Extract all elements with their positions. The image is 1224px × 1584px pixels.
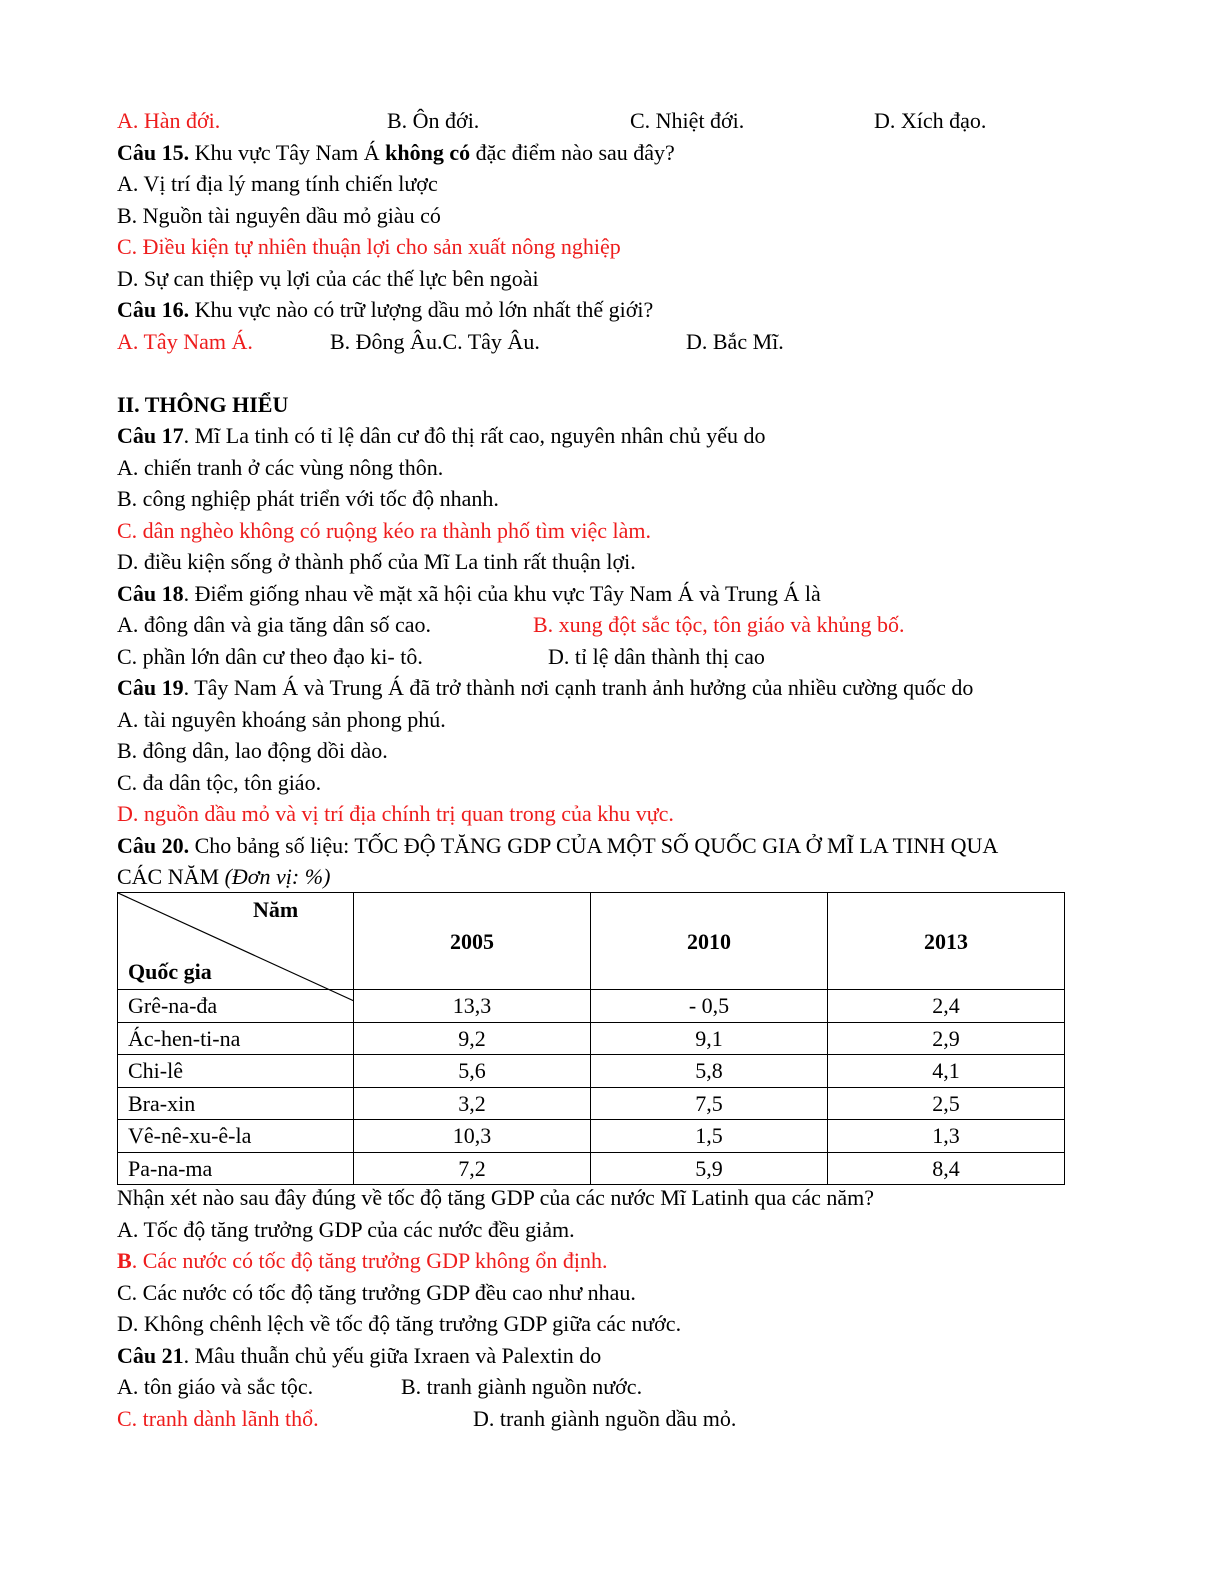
q16-stem-text: Khu vực nào có trữ lượng dầu mỏ lớn nhất thế giới? — [189, 297, 654, 322]
q18-option-c: C. phần lớn dân cư theo đạo ki- tô. — [117, 643, 423, 669]
table-cell-value: 5,6 — [354, 1055, 591, 1088]
q15-option-c: C. Điều kiện tự nhiên thuận lợi cho sản xuất nông nghiệp — [117, 234, 621, 259]
q19-option-c: C. đa dân tộc, tôn giáo. — [117, 769, 322, 795]
q20-stem-text-2: CÁC NĂM — [117, 864, 225, 889]
q18-answer-row-1 — [117, 609, 1097, 641]
table-cell-value: 5,9 — [591, 1152, 828, 1185]
q15-stem-text-2: đặc điểm nào sau đây? — [470, 139, 675, 165]
q19-stem-text: . Tây Nam Á và Trung Á đã trở thành nơi cạnh tranh ảnh hưởng của nhiều cường quốc do — [183, 675, 974, 700]
q17-option-a: A. chiến tranh ở các vùng nông thôn. — [117, 454, 444, 480]
table-cell-country: Grê-na-đa — [118, 990, 354, 1023]
q20-stem-line-2 — [117, 861, 1097, 893]
q14-answer-row — [117, 105, 1097, 137]
q19-option-a: A. tài nguyên khoáng sản phong phú. — [117, 706, 446, 732]
q20-option-b-text: . Các nước có tốc độ tăng trưởng GDP không ổn định. — [131, 1248, 608, 1273]
q17-stem-text: . Mĩ La tinh có tỉ lệ dân cư đô thị rất cao, nguyên nhân chủ yếu do — [183, 423, 766, 448]
table-row — [118, 1087, 1065, 1120]
q18-answer-row-2 — [117, 641, 1097, 673]
q20-unit: (Đơn vị: %) — [224, 864, 331, 889]
q18-stem — [117, 578, 1097, 610]
q21-answer-row-1 — [117, 1371, 1097, 1403]
table-header-year: 2005 — [354, 893, 591, 990]
table-cell-country: Ác-hen-ti-na — [118, 1022, 354, 1055]
table-cell-value: 13,3 — [354, 990, 591, 1023]
corner-diagonal-line — [118, 893, 354, 1003]
q17-option-d: D. điều kiện sống ở thành phố của Mĩ La tinh rất thuận lợi. — [117, 549, 636, 574]
q20-stem-text-1: Cho bảng số liệu: TỐC ĐỘ TĂNG GDP CỦA MỘT SỐ QUỐC GIA Ở MĨ LA TINH QUA — [189, 832, 999, 858]
q14-option-a: A. Hàn đới. — [117, 108, 221, 133]
table-header-year: 2010 — [591, 893, 828, 990]
q16-option-bc: B. Đông Âu.C. Tây Âu. — [330, 328, 540, 354]
table-row — [118, 1152, 1065, 1185]
table-cell-value: - 0,5 — [591, 990, 828, 1023]
q16-number: Câu 16. — [117, 297, 190, 322]
table-cell-value: 5,8 — [591, 1055, 828, 1088]
q20-stem-line-1 — [117, 830, 1097, 862]
q20-option-d: D. Không chênh lệch về tốc độ tăng trưởng GDP giữa các nước. — [117, 1311, 682, 1336]
table-cell-value: 7,2 — [354, 1152, 591, 1185]
q16-option-d: D. Bắc Mĩ. — [686, 328, 784, 354]
table-cell-value: 8,4 — [828, 1152, 1065, 1185]
q17-option-b: B. công nghiệp phát triển với tốc độ nhanh. — [117, 486, 499, 511]
gdp-growth-table — [117, 892, 1065, 1185]
q15-option-a: A. Vị trí địa lý mang tính chiến lược — [117, 171, 438, 196]
q20-number: Câu 20. — [117, 832, 190, 858]
q16-stem — [117, 294, 1097, 326]
q15-stem-emphasis: không có — [385, 139, 471, 165]
table-row — [118, 1022, 1065, 1055]
q16-answer-row — [117, 326, 1097, 358]
table-cell-value: 2,9 — [828, 1022, 1065, 1055]
q17-stem — [117, 420, 1097, 452]
q20-option-a: A. Tốc độ tăng trưởng GDP của các nước đều giảm. — [117, 1216, 575, 1242]
table-cell-country: Vê-nê-xu-ê-la — [118, 1120, 354, 1153]
q20-question: Nhận xét nào sau đây đúng về tốc độ tăng GDP của các nước Mĩ Latinh qua các năm? — [117, 1185, 875, 1210]
table-cell-country: Pa-na-ma — [118, 1152, 354, 1185]
corner-label-year: Năm — [253, 897, 299, 922]
q21-option-d: D. tranh giành nguồn dầu mỏ. — [473, 1405, 737, 1431]
table-header-year: 2013 — [828, 893, 1065, 990]
q19-option-b: B. đông dân, lao động dồi dào. — [117, 738, 388, 763]
table-cell-value: 4,1 — [828, 1055, 1065, 1088]
q21-option-b: B. tranh giành nguồn nước. — [401, 1374, 643, 1399]
table-cell-value: 3,2 — [354, 1087, 591, 1120]
q21-option-c: C. tranh dành lãnh thổ. — [117, 1405, 319, 1431]
q15-stem — [117, 137, 1097, 169]
q20-option-b-letter: B — [117, 1248, 132, 1273]
q21-option-a: A. tôn giáo và sắc tộc. — [117, 1374, 314, 1399]
table-cell-value: 2,5 — [828, 1087, 1065, 1120]
table-cell-country: Bra-xin — [118, 1087, 354, 1120]
table-corner-cell — [118, 893, 354, 990]
table-cell-value: 1,3 — [828, 1120, 1065, 1153]
table-cell-value: 10,3 — [354, 1120, 591, 1153]
q16-option-a: A. Tây Nam Á. — [117, 328, 253, 354]
table-cell-value: 1,5 — [591, 1120, 828, 1153]
table-cell-value: 9,2 — [354, 1022, 591, 1055]
quiz-page — [117, 105, 1097, 893]
q20-option-c: C. Các nước có tốc độ tăng trưởng GDP đều cao như nhau. — [117, 1279, 636, 1305]
q19-stem — [117, 672, 1097, 704]
q18-number: Câu 18 — [117, 580, 184, 606]
section-heading-text: II. THÔNG HIỂU — [117, 391, 289, 417]
table-row — [118, 1120, 1065, 1153]
q15-number: Câu 15. — [117, 139, 190, 165]
q19-number: Câu 19 — [117, 675, 184, 700]
table-cell-value: 9,1 — [591, 1022, 828, 1055]
q19-option-d: D. nguồn dầu mỏ và vị trí địa chính trị quan trong của khu vực. — [117, 801, 674, 826]
section-heading — [117, 389, 1097, 421]
q21-answer-row-2 — [117, 1403, 1097, 1435]
table-row — [118, 1055, 1065, 1088]
q18-option-b: B. xung đột sắc tộc, tôn giáo và khủng bố. — [533, 612, 905, 637]
q18-option-d: D. tỉ lệ dân thành thị cao — [548, 643, 765, 669]
q18-stem-text: . Điểm giống nhau về mặt xã hội của khu vực Tây Nam Á và Trung Á là — [183, 580, 821, 606]
post-table-content — [117, 1182, 1097, 1434]
q18-option-a: A. đông dân và gia tăng dân số cao. — [117, 612, 432, 637]
q21-stem-text: . Mâu thuẫn chủ yếu giữa Ixraen và Palextin do — [183, 1342, 602, 1368]
q17-number: Câu 17 — [117, 423, 184, 448]
q17-option-c: C. dân nghèo không có ruộng kéo ra thành phố tìm việc làm. — [117, 517, 651, 543]
q14-option-d: D. Xích đạo. — [874, 108, 987, 133]
q21-stem — [117, 1340, 1097, 1372]
q15-option-d: D. Sự can thiệp vụ lợi của các thế lực bên ngoài — [117, 265, 539, 291]
q14-option-b: B. Ôn đới. — [387, 108, 480, 133]
table-header-row — [118, 893, 1065, 990]
corner-label-country: Quốc gia — [128, 959, 212, 984]
q14-option-c: C. Nhiệt đới. — [630, 108, 745, 133]
q15-option-b: B. Nguồn tài nguyên dầu mỏ giàu có — [117, 202, 441, 228]
table-cell-value: 2,4 — [828, 990, 1065, 1023]
q20-option-b — [117, 1245, 1097, 1277]
table-cell-value: 7,5 — [591, 1087, 828, 1120]
q21-number: Câu 21 — [117, 1342, 184, 1368]
table-cell-country: Chi-lê — [118, 1055, 354, 1088]
q15-stem-text-1: Khu vực Tây Nam Á — [189, 139, 386, 165]
